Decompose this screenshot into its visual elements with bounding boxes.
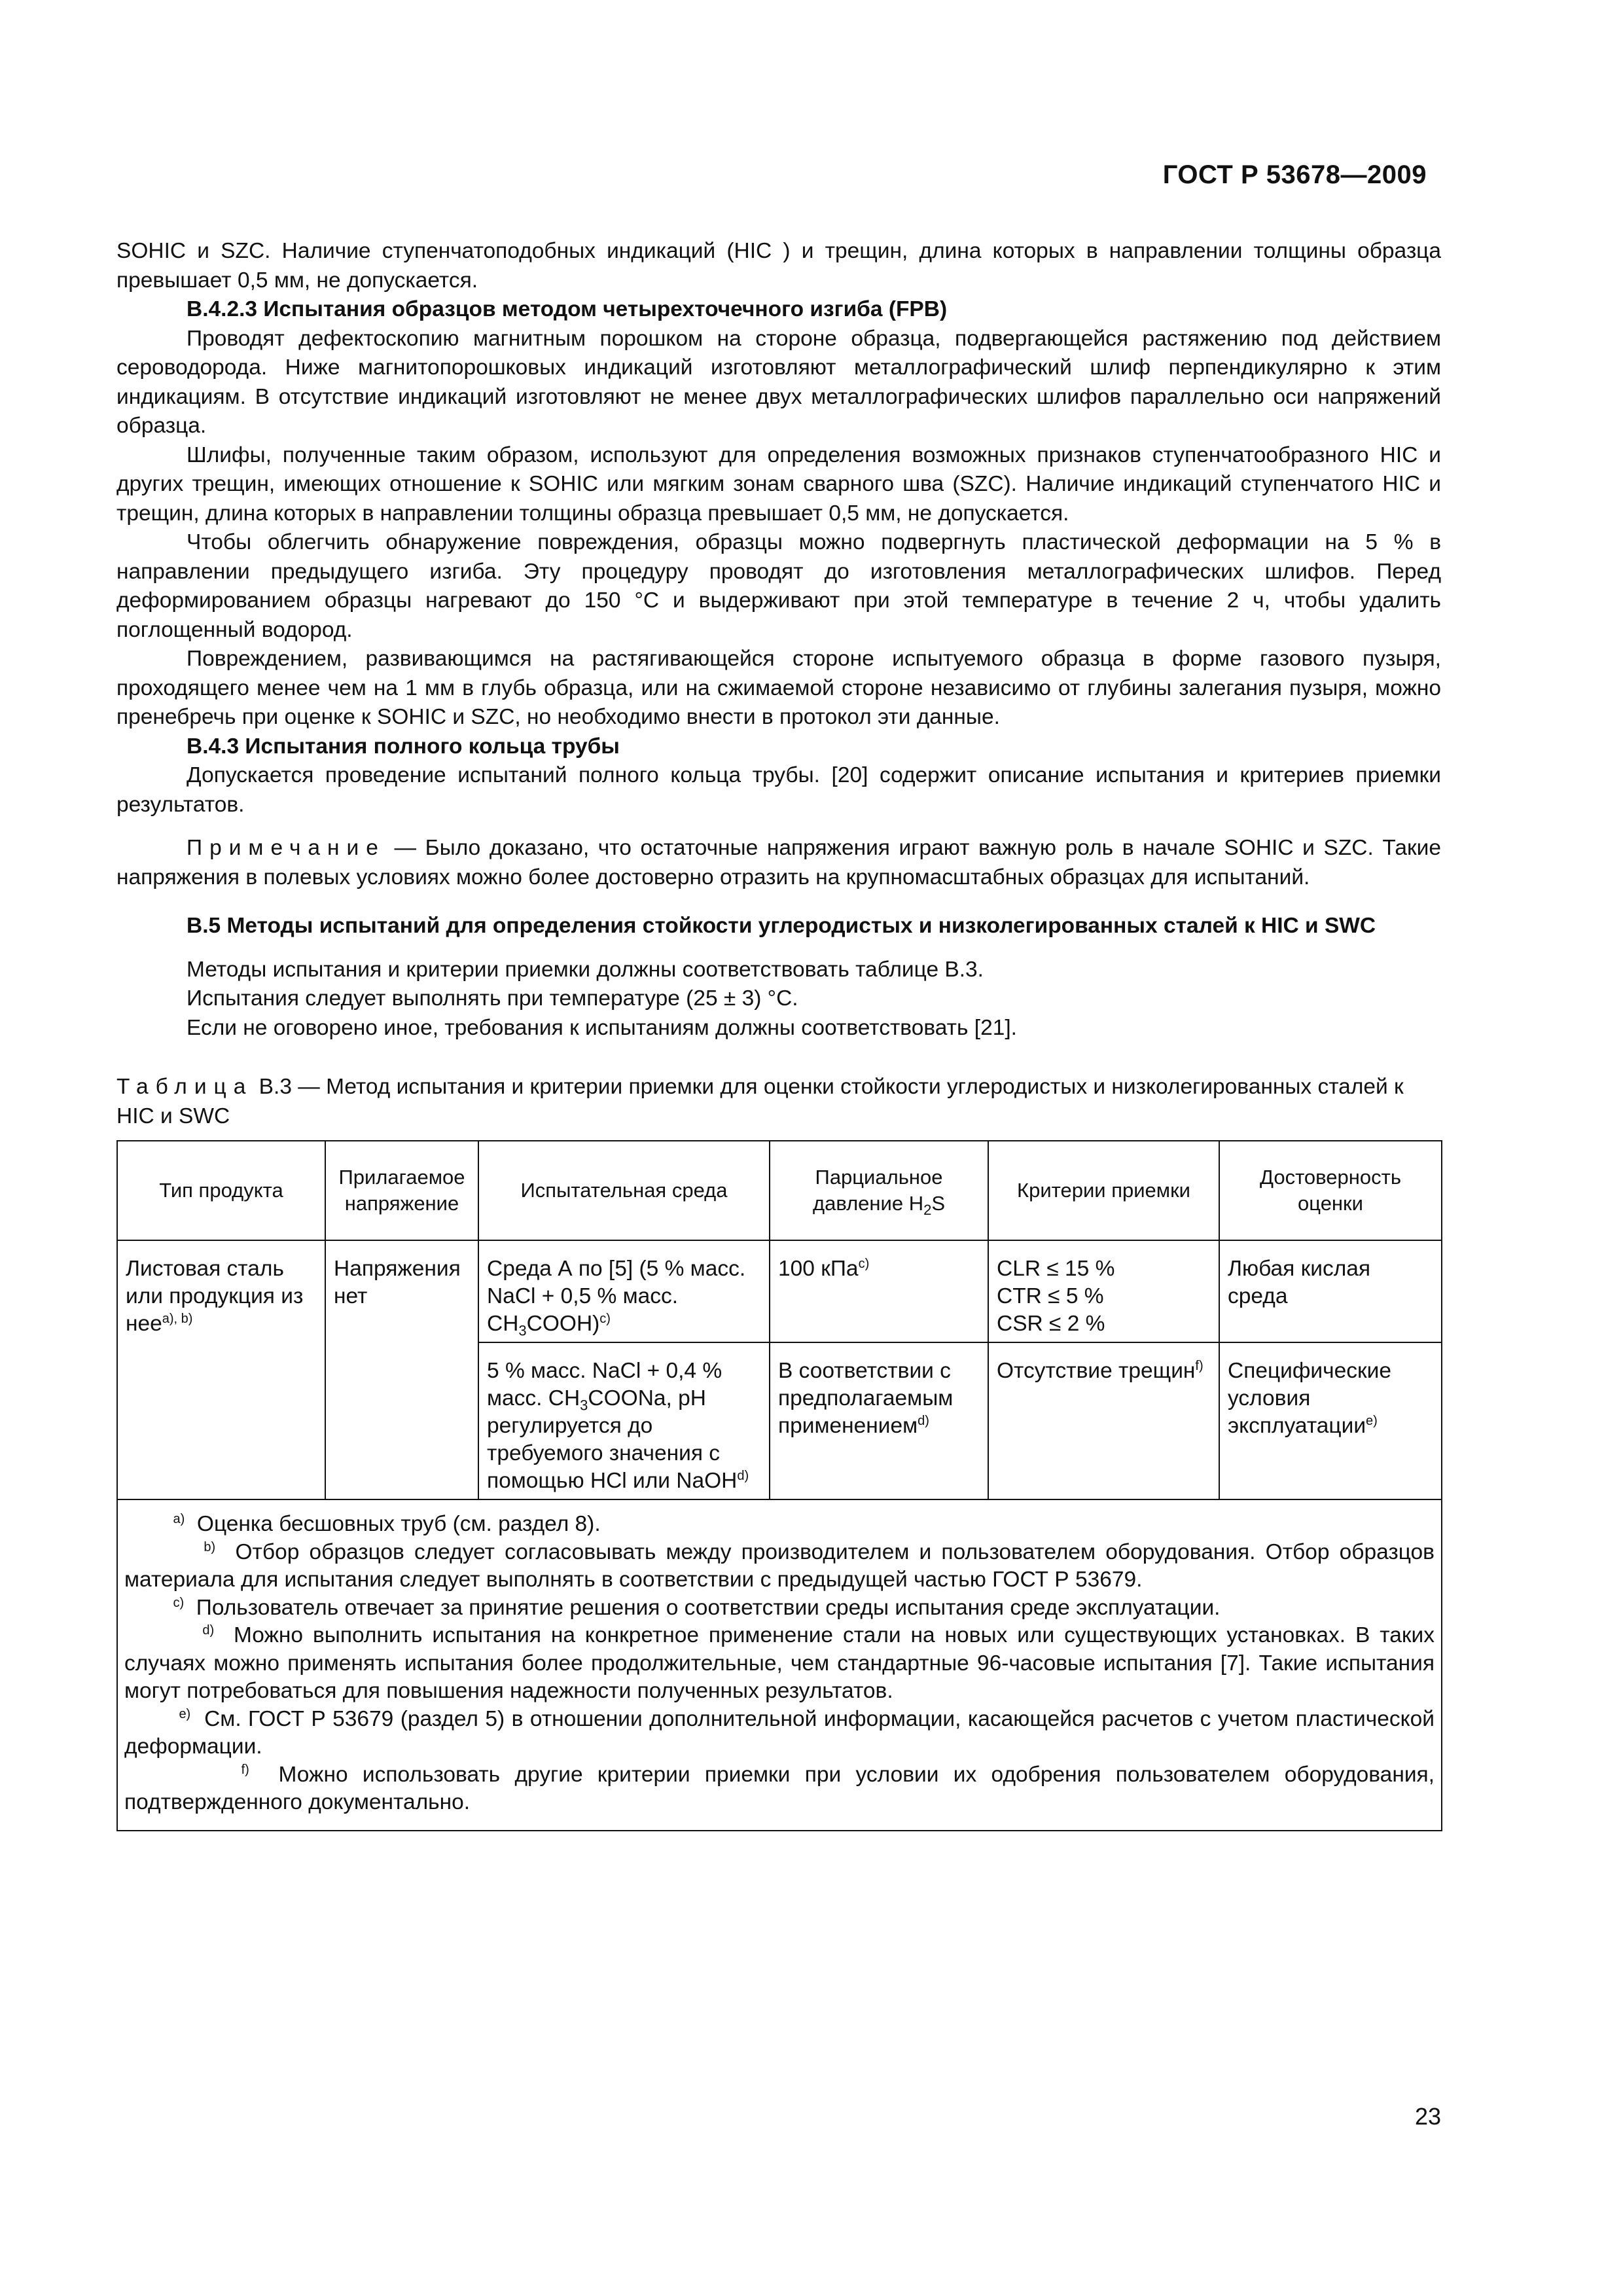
- table-caption-label: Таблица: [116, 1075, 253, 1099]
- section-title-b423: В.4.2.3 Испытания образцов методом четырехточечного изгиба (FPB): [187, 297, 948, 321]
- note-paragraph: [116, 834, 1441, 892]
- header-product-type: Тип продукта: [117, 1141, 325, 1240]
- header-test-environment: Испытательная среда: [478, 1141, 770, 1240]
- paragraph: Чтобы облегчить обнаружение повреждения, образцы можно подвергнуть пластической деформации на 5 % в направлении предыдущего изгиба. Эту процедуру проводят до изготовления металлографических шлифов. Перед деформированием образцы нагревают до 150 °С и выдерживают при этой температуре в течение 2 ч, чтобы удалить поглощенный водород.: [116, 530, 1441, 642]
- footnote: $^{d)}$ Можно выполнить испытания на конкретное применение стали на новых или существующих установках. В таких случаях можно применять испытания более продолжительные, чем стандартные 96-часовые испытания [7]. Такие испытания могут потребоваться для повышения надежности полученных результатов.: [124, 1623, 1435, 1703]
- section-title-b5: В.5 Методы испытаний для определения стойкости углеродистых и низколегированных сталей к HIC и SWC: [187, 914, 1376, 938]
- document-body: [116, 237, 1441, 1831]
- paragraph: Методы испытания и критерии приемки должны соответствовать таблице В.3.: [187, 957, 984, 982]
- page-number: 23: [1414, 2103, 1441, 2130]
- table-footnotes-row: [117, 1499, 1442, 1831]
- paragraph: Испытания следует выполнять при температуре (25 ± 3) °С.: [187, 986, 798, 1011]
- paragraph: Шлифы, полученные таким образом, используют для определения возможных признаков ступенчатообразного HIC и других трещин, имеющих отношение к SOHIC или мягким зонам сварного шва (SZC). Наличие индикаций ступенчатого HIC и трещин, длина которых в направлении толщины образца превышает 0,5 мм, не допускается.: [116, 442, 1441, 526]
- header-acceptance-criteria: Критерии приемки: [988, 1141, 1219, 1240]
- paragraph: Если не оговорено иное, требования к испытаниям должны соответствовать [21].: [187, 1015, 1017, 1040]
- table-caption-text: В.3 — Метод испытания и критерии приемки для оценки стойкости углеродистых и низколегированных сталей к HIC и SWC: [116, 1075, 1404, 1128]
- cell-applied-stress: Напряжения нет: [325, 1240, 478, 1499]
- table-caption: [116, 1073, 1441, 1131]
- cell-test-environment: Среда А по [5] (5 % масс. NaCl + 0,5 % масс. $CH_3COOH)^{c)}$: [478, 1240, 770, 1342]
- cell-reliability: Любая кислая среда: [1219, 1240, 1442, 1342]
- footnote: $^{a)}$ Оценка бесшовных труб (см. раздел 8).: [173, 1511, 601, 1536]
- table-row: [117, 1240, 1442, 1342]
- footnote: $^{c)}$ Пользователь отвечает за принятие решения о соответствии среды испытания среде эксплуатации.: [173, 1595, 1221, 1620]
- footnote: $^{f)}$ Можно использовать другие критерии приемки при условии их одобрения пользователем оборудования, подтвержденного документально.: [124, 1762, 1435, 1814]
- section-title-b43: В.4.3 Испытания полного кольца трубы: [187, 734, 620, 759]
- header-partial-pressure: Парциальное давление $H_2S$: [770, 1141, 988, 1240]
- cell-reliability: Специфические условия эксплуатации$^{e)}$: [1219, 1342, 1442, 1499]
- paragraph: Проводят дефектоскопию магнитным порошком на стороне образца, подвергающейся растяжению под действием сероводорода. Ниже магнитопорошковых индикаций изготовляют металлографический шлиф перпендикулярно к этим индикациям. В отсутствие индикаций изготовляют не менее двух металлографических шлифов параллельно оси напряжений образца.: [116, 326, 1441, 438]
- document-header-id: ГОСТ Р 53678—2009: [1162, 160, 1427, 189]
- header-applied-stress: Прилагаемое напряжение: [325, 1141, 478, 1240]
- table-footnotes: [117, 1499, 1442, 1831]
- paragraph: Повреждением, развивающимся на растягивающейся стороне испытуемого образца в форме газового пузыря, проходящего менее чем на 1 мм в глубь образца, или на сжимаемой стороне независимо от глубины залегания пузыря, можно пренебречь при оценке к SOHIC и SZC, но необходимо внести в протокол эти данные.: [116, 647, 1441, 729]
- cell-partial-pressure: В соответствии с предполагаемым применением$^{d)}$: [770, 1342, 988, 1499]
- paragraph: SOHIC и SZC. Наличие ступенчатоподобных индикаций (HIC ) и трещин, длина которых в направлении толщины образца превышает 0,5 мм, не допускается.: [116, 239, 1441, 293]
- cell-acceptance-criteria: CLR ≤ 15 % CTR ≤ 5 % CSR ≤ 2 %: [988, 1240, 1219, 1342]
- criteria-table: [116, 1140, 1442, 1831]
- note-label: Примечание: [187, 836, 385, 860]
- header-reliability: Достоверность оценки: [1219, 1141, 1442, 1240]
- cell-product-type: Листовая сталь или продукция из нее$^{a), b)}$: [117, 1240, 325, 1499]
- cell-test-environment: 5 % масс. NaCl + 0,4 % масс. $CH_3COONa$, pH регулируется до требуемого значения с помощью HCl или NaOH$^{d)}$: [478, 1342, 770, 1499]
- cell-acceptance-criteria: Отсутствие трещин$^{f)}$: [988, 1342, 1219, 1499]
- note-text: — Было доказано, что остаточные напряжения играют важную роль в начале SOHIC и SZC. Такие напряжения в полевых условиях можно более достоверно отразить на крупномасштабных образцах для испытаний.: [116, 836, 1441, 889]
- paragraph: Допускается проведение испытаний полного кольца трубы. [20] содержит описание испытания и критериев приемки результатов.: [116, 763, 1441, 817]
- footnote: $^{b)}$ Отбор образцов следует согласовывать между производителем и пользователем оборудования. Отбор образцов материала для испытания следует выполнять в соответствии с предыдущей частью ГОСТ Р 53679.: [124, 1539, 1435, 1592]
- cell-partial-pressure: 100 кПа$^{c)}$: [770, 1240, 988, 1342]
- table-header-row: [117, 1141, 1442, 1240]
- footnote: $^{e)}$ См. ГОСТ Р 53679 (раздел 5) в отношении дополнительной информации, касающейся расчетов с учетом пластической деформации.: [124, 1706, 1435, 1759]
